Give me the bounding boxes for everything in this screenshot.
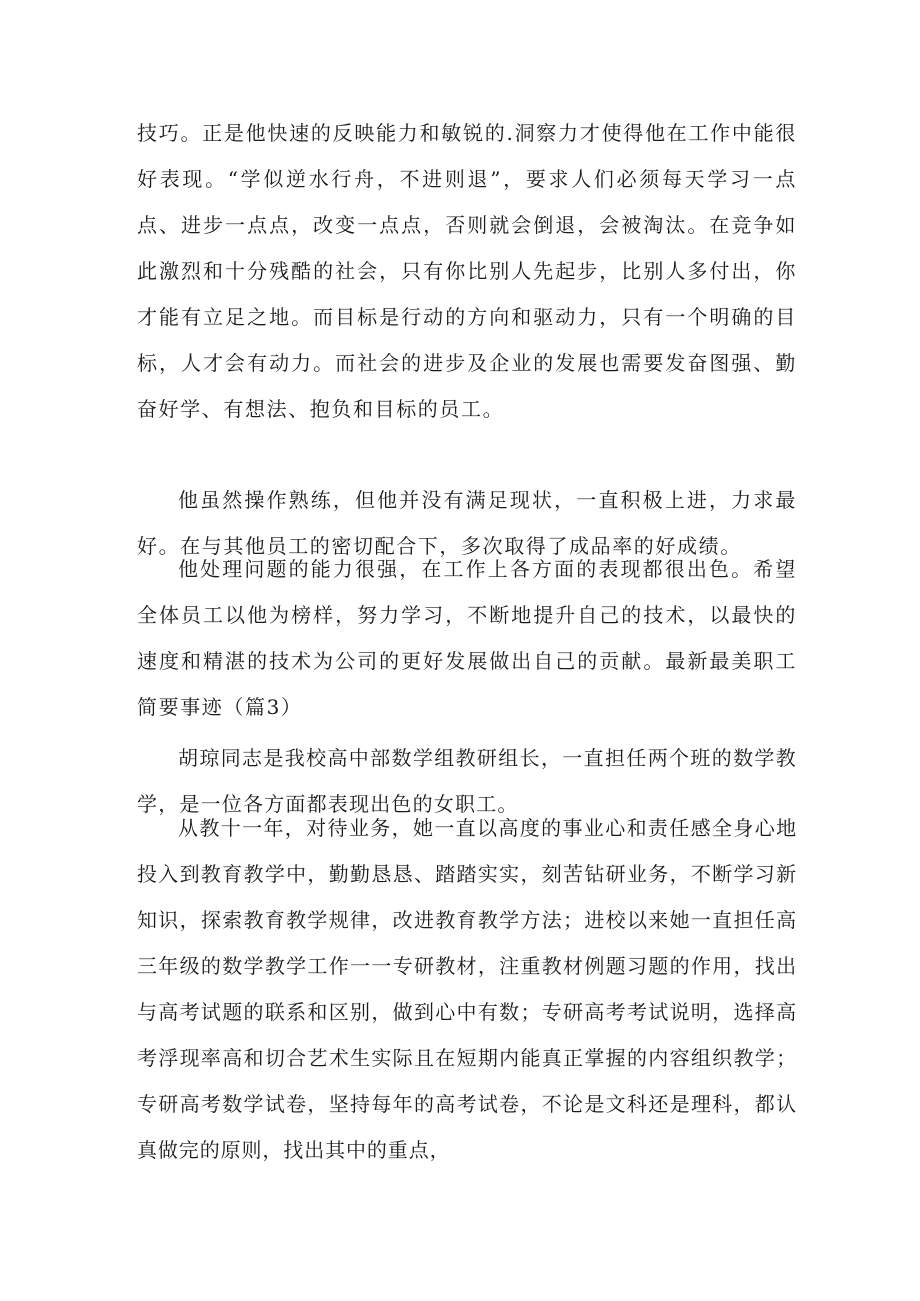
paragraph-2: 他虽然操作熟练，但他并没有满足现状，一直积极上进，力求最好。在与其他员工的密切配合下，多次取得了成品率的好成绩。 [137,488,797,558]
paragraph-3: 他处理问题的能力很强，在工作上各方面的表现都很出色。希望全体员工以他为榜样，努力学习，不断地提升自己的技术，以最快的速度和精湛的技术为公司的更好发展做出自己的贡献。最新最美职工简要事迹（篇3） [137,557,797,719]
paragraph-5: 从教十一年，对待业务，她一直以高度的事业心和责任感全身心地投入到教育教学中，勤勤恳恳、踏踏实实，刻苦钻研业务，不断学习新知识，探索教育教学规律，改进教育教学方法；进校以来她一直担任高三年级的数学教学工作一一专研教材，注重教材例题习题的作用，找出与高考试题的联系和区别，做到心中有数；专研高考考试说明，选择高考浮现率高和切合艺术生实际且在短期内能真正掌握的内容组织教学；专研高考数学试卷，坚持每年的高考试卷，不论是文科还是理科，都认真做完的原则，找出其中的重点， [137,816,797,1162]
paragraph-4: 胡琼同志是我校高中部数学组教研组长，一直担任两个班的数学教学，是一位各方面都表现出色的女职工。 [137,746,797,816]
paragraph-1: 技巧。正是他快速的反映能力和敏锐的.洞察力才使得他在工作中能很好表现。“学似逆水行舟，不进则退”，要求人们必须每天学习一点点、进步一点点，改变一点点，否则就会倒退，会被淘汰。在竞争如此激烈和十分残酷的社会，只有你比别人先起步，比别人多付出，你才能有立足之地。而目标是行动的方向和驱动力，只有一个明确的目标，人才会有动力。而社会的进步及企业的发展也需要发奋图强、勤奋好学、有想法、抱负和目标的员工。 [137,121,797,421]
